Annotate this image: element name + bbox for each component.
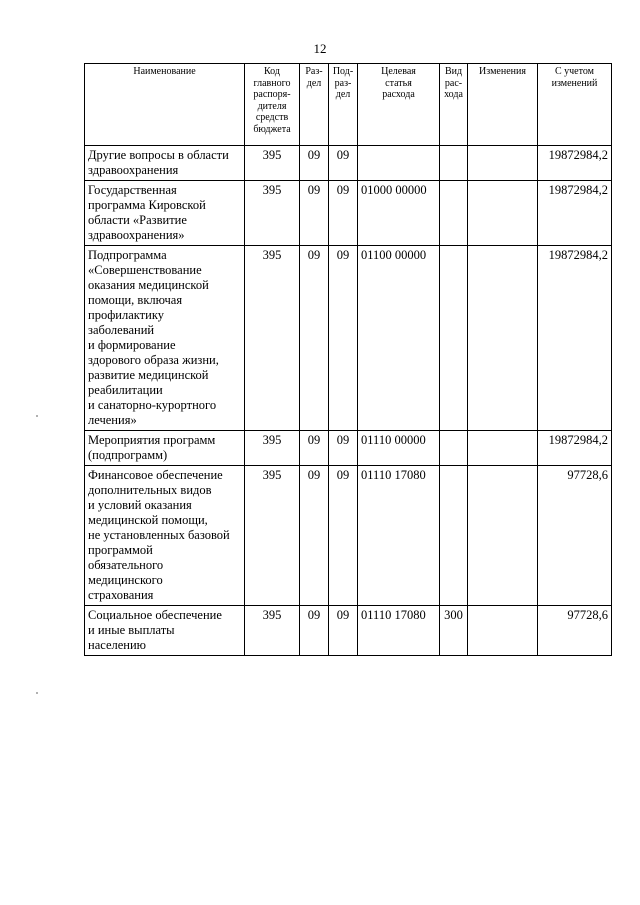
row-changes (468, 181, 538, 246)
page-number: 12 (313, 41, 327, 56)
row-total: 19872984,2 (538, 431, 612, 466)
row-total: 19872984,2 (538, 181, 612, 246)
row-total: 97728,6 (538, 606, 612, 656)
row-total: 19872984,2 (538, 246, 612, 431)
header-changes: Изменения (468, 64, 538, 146)
row-code: 395 (245, 466, 300, 606)
row-subsection: 09 (329, 606, 358, 656)
row-type (440, 431, 468, 466)
row-type (440, 181, 468, 246)
header-target-article: Целевая статья расхода (358, 64, 440, 146)
row-name: Мероприятия программ (подпрограмм) (85, 431, 245, 466)
budget-table (84, 63, 612, 656)
row-subsection: 09 (329, 181, 358, 246)
row-changes (468, 431, 538, 466)
row-target: 01110 17080 (358, 606, 440, 656)
row-name: Социальное обеспечение и иные выплаты населению (85, 606, 245, 656)
row-code: 395 (245, 146, 300, 181)
scan-speck (36, 415, 38, 417)
header-main-manager-code: Код главного распоря- дителя средств бюджета (245, 64, 300, 146)
row-type (440, 246, 468, 431)
scan-speck (36, 692, 38, 694)
row-section: 09 (300, 181, 329, 246)
header-subsection: Под- раз- дел (329, 64, 358, 146)
row-section: 09 (300, 466, 329, 606)
row-changes (468, 246, 538, 431)
table-row (85, 181, 612, 246)
row-section: 09 (300, 146, 329, 181)
row-code: 395 (245, 606, 300, 656)
row-name: Подпрограмма «Совершенствование оказания медицинской помощи, включая профилактику заболеваний и формирование здорового образа жизни, развитие медицинской реабилитации и санаторно-курортного лечения» (85, 246, 245, 431)
row-name: Финансовое обеспечение дополнительных видов и условий оказания медицинской помощи, не установленных базовой программой обязательного медицинского страхования (85, 466, 245, 606)
row-target: 01110 00000 (358, 431, 440, 466)
row-target: 01100 00000 (358, 246, 440, 431)
header-with-changes: С учетом изменений (538, 64, 612, 146)
row-subsection: 09 (329, 431, 358, 466)
row-total: 19872984,2 (538, 146, 612, 181)
row-type: 300 (440, 606, 468, 656)
row-code: 395 (245, 431, 300, 466)
row-name: Другие вопросы в области здравоохранения (85, 146, 245, 181)
table-row (85, 431, 612, 466)
row-subsection: 09 (329, 146, 358, 181)
row-total: 97728,6 (538, 466, 612, 606)
row-type (440, 466, 468, 606)
row-subsection: 09 (329, 246, 358, 431)
table-header-row (85, 64, 612, 146)
header-name: Наименование (85, 64, 245, 146)
row-section: 09 (300, 606, 329, 656)
table-row (85, 246, 612, 431)
table-row (85, 146, 612, 181)
row-target (358, 146, 440, 181)
row-changes (468, 466, 538, 606)
row-name: Государственная программа Кировской области «Развитие здравоохранения» (85, 181, 245, 246)
row-changes (468, 606, 538, 656)
row-code: 395 (245, 246, 300, 431)
row-changes (468, 146, 538, 181)
row-subsection: 09 (329, 466, 358, 606)
table-row (85, 466, 612, 606)
row-section: 09 (300, 431, 329, 466)
row-target: 01000 00000 (358, 181, 440, 246)
row-section: 09 (300, 246, 329, 431)
row-type (440, 146, 468, 181)
table-row (85, 606, 612, 656)
row-code: 395 (245, 181, 300, 246)
header-section: Раз- дел (300, 64, 329, 146)
header-expense-type: Вид рас- хода (440, 64, 468, 146)
row-target: 01110 17080 (358, 466, 440, 606)
